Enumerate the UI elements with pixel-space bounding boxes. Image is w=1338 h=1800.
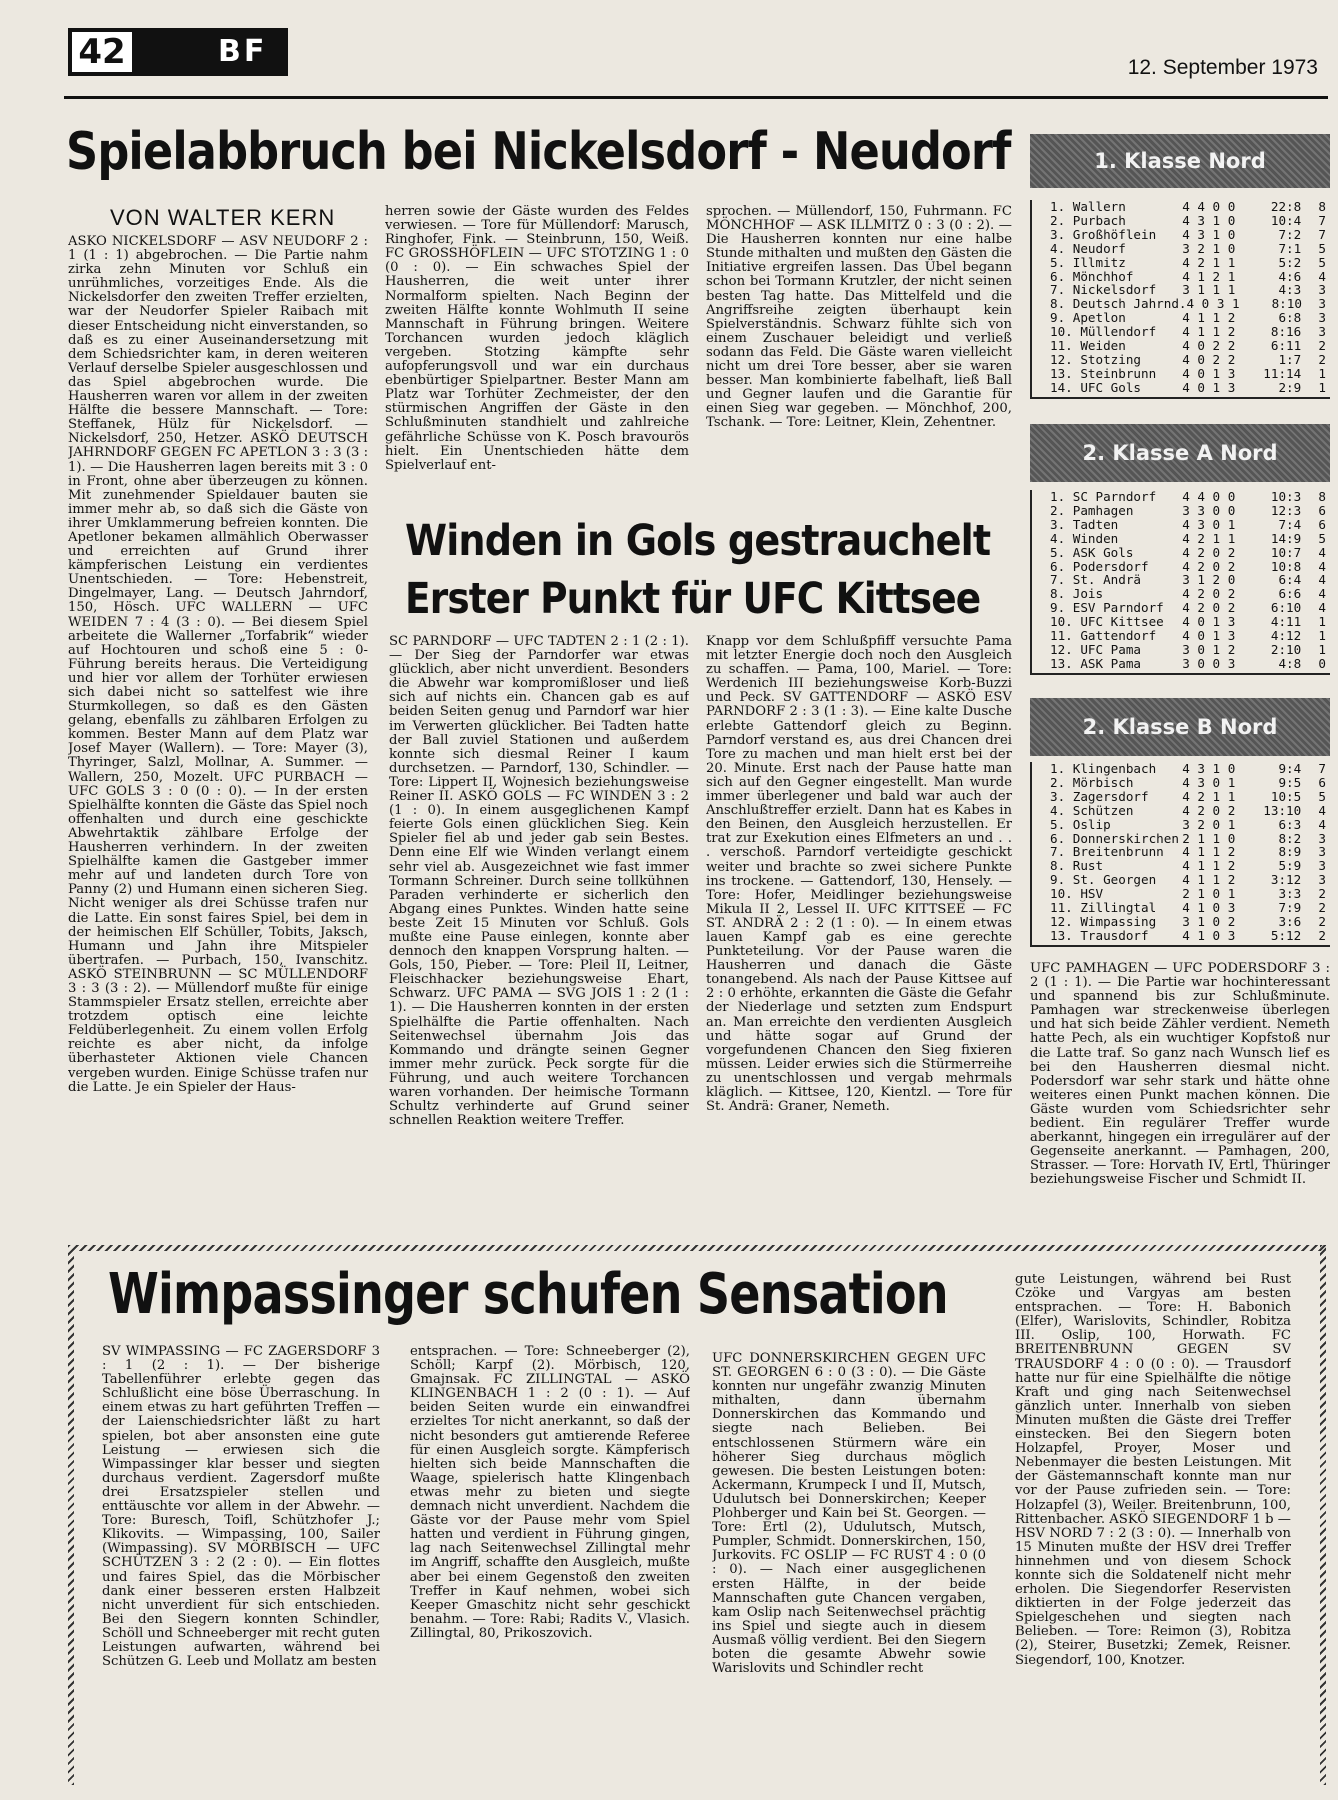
- team-name: 2. Mörbisch: [1050, 774, 1134, 790]
- goal-ratio: 5:2: [1278, 254, 1302, 270]
- table-row: [1050, 901, 1326, 915]
- table-row: [1050, 873, 1326, 887]
- match-stats: 4 1 1 2: [1182, 872, 1236, 888]
- points: 1: [1318, 628, 1327, 644]
- team-name: 8. Jois: [1050, 586, 1104, 602]
- goal-ratio: 3:12: [1270, 872, 1302, 888]
- team-name: 14. UFC Gols: [1050, 379, 1141, 395]
- match-stats: 4 1 0 3: [1182, 900, 1236, 916]
- team-name: 12. UFC Pama: [1050, 641, 1141, 657]
- points: 1: [1318, 641, 1327, 657]
- table-row: [1050, 790, 1326, 804]
- table-row: [1050, 657, 1326, 671]
- table-row: [1050, 504, 1326, 518]
- points: 2: [1318, 927, 1327, 943]
- team-name: 13. Steinbrunn: [1050, 365, 1157, 381]
- table-row: [1050, 804, 1326, 818]
- team-name: 10. UFC Kittsee: [1050, 614, 1164, 630]
- table-row: [1050, 601, 1326, 615]
- story2-text-2: Knapp vor dem Schlußpfiff versuchte Pama mit letzter Energie doch noch den Ausgleich zu schaffen. — Pama, 100, Mariel. — Tore: Werdenich III beziehungsweise Korb-Buzzi und Peck. SV GATTENDORF — ASKÖ ESV PARNDORF 2 : 3 (1 : 3). — Eine kalte Dusche erlebte Gattendorf gleich zu Beginn. Parndorf verstand es, aus drei Chancen drei Tore zu machen und man hielt erst bei der 20. Minute. Erst nach der Pause hatte man sich auf den Gegner eingestellt. Man wurde immer überlegener und bald war auch der Anschlußtreffer erzielt. Dann hat es Kabes in den Beinen, den Ausgleich herzustellen. Er trat zur Exekution eines Elfmeters an und . . . verschoß. Parndorf verteidigte geschickt weiter und brachte so zwei sichere Punkte ins trockene. — Gattendorf, 130, Hensely. — Tore: Hofer, Meidlinger beziehungsweise Mikula II 2, Lessel II. UFC KITTSEE — FC ST. ANDRÄ 2 : 2 (1 : 0). — In einem etwas lauen Kampf gab es eine gerechte Punkteteilung. Vor der Pause waren die Hausherren und danach die Gäste tonangebend. Als nach der Pause Kittsee auf 2 : 0 erhöhte, erkannten die Gäste die Gefahr der Niederlage und setzten zum Endspurt an. Man erreichte den verdienten Ausgleich und hätte sogar auf Grund der vorgefundenen Chancen den Sieg fixieren müssen. Leider erwies sich die Stürmerreihe zu unentschlossen und vergab mehrmals kläglich. — Kittsee, 120, Kientzl. — Tore für St. Andrä: Graner, Nemeth.: [706, 635, 1012, 1115]
- story2-column-2: [706, 635, 1012, 1271]
- table-row: [1050, 573, 1326, 587]
- table-row: [1050, 283, 1326, 297]
- match-stats: 4 2 0 2: [1182, 600, 1236, 616]
- story1-text-1: ASKÖ NICKELSDORF — ASV NEUDORF 2 : 1 (1 : 1) abgebrochen. — Die Partie nahm zirka zehn Minuten vor Schluß ein unrühmliches, vorzeitiges Ende. Als die Nickelsdorfer den zweiten Treffer erzielten, war der Neudorfer Spieler Raibach mit dieser Entscheidung nicht einverstanden, so daß es zu einer Auseinandersetzung mit dem Schiedsrichter kam, in deren weiteren Verlauf derselbe Spieler ausgeschlossen und das Spiel abgebrochen wurde. Die Hausherren waren vor allem in der zweiten Hälfte die bessere Mannschaft. — Tore: Steffanek, Hülz für Nickelsdorf. — Nickelsdorf, 250, Hetzer. ASKÖ DEUTSCH JAHRNDORF GEGEN FC APETLON 3 : 3 (3 : 1). — Die Hausherren lagen bereits mit 3 : 0 in Front, ohne aber überzeugen zu können. Mit zunehmender Spieldauer bauten sie immer mehr ab, so daß sich die Gäste von ihrer Umklammerung befreien konnten. Die Apetloner bekamen allmählich Oberwasser und erreichten auf Grund ihrer kämpferischen Leistung ein verdientes Unentschieden. — Tore: Hebenstreit, Dingelmayer, Lang. — Deutsch Jahrndorf, 150, Hösch. UFC WALLERN — UFC WEIDEN 7 : 4 (3 : 0). — Bei diesem Spiel arbeitete die Wallerner „Torfabrik“ wieder auf Hochtouren und schoß eine 5 : 0-Führung bereits heraus. Die Verteidigung und hier vor allem der Torhüter erwiesen sich dabei nicht so sattelfest wie ihre Sturmkollegen, so daß es den Gästen gelang, ebenfalls zu zählbaren Erfolgen zu kommen. Bester Mann auf dem Platz war Josef Mayer (Wallern). — Tore: Mayer (3), Thyringer, Salzl, Mollnar, A. Summer. — Wallern, 250, Mozelt. UFC PURBACH — UFC GOLS 3 : 0 (0 : 0). — In der ersten Spielhälfte konnten die Gäste das Spiel noch offenhalten und durch eine geschickte Abwehrtaktik zählbare Erfolge der Hausherren verhindern. In der zweiten Spielhälfte kamen die Gastgeber immer mehr auf und landeten durch Tore von Panny (2) und Humann einen sicheren Sieg. Nicht weniger als drei Schüsse trafen nur die Latte. Ein sonst faires Spiel, bei dem in der heimischen Elf Schüller, Tobits, Jaksch, Humann und Jahn ihre Mitspieler übertrafen. — Purbach, 150, Ivanschitz. ASKÖ STEINBRUNN — SC MÜLLENDORF 3 : 3 (3 : 2). — Müllendorf mußte für einige Stammspieler Ersatz stellen, erreichte aber trotzdem optisch eine leichte Feldüberlegenheit. Zu einem vollen Erfolg reichte es aber nicht, da infolge überhasteter Aktionen viele Chancen vergeben wurden. Einige Schüsse trafen nur die Latte. Je ein Spieler der Haus-: [68, 235, 368, 1095]
- table-row: [1050, 929, 1326, 943]
- table-row: [1050, 270, 1326, 284]
- goal-ratio: 8:9: [1278, 844, 1302, 860]
- team-name: 9. St. Georgen: [1050, 872, 1157, 888]
- points: 4: [1318, 586, 1327, 602]
- goal-ratio: 4:11: [1270, 614, 1302, 630]
- table-row: [1050, 560, 1326, 574]
- team-name: 12. Wimpassing: [1050, 913, 1157, 929]
- story1-column-2: [385, 205, 689, 505]
- table-row: [1050, 325, 1326, 339]
- story3-text-1: SV WIMPASSING — FC ZAGERSDORF 3 : 1 (2 : 1). — Der bisherige Tabellenführer erlebte gegen das Schlußlicht eine böse Überraschung. In einem etwas zu hart geführten Treffen — der Laienschiedsrichter läßt zu hart spielen, bot aber ansonsten eine gute Leistung — erwiesen sich die Wimpassinger klar besser und siegten durchaus verdient. Zagersdorf mußte drei Ersatzspieler stellen und enttäuschte vor allem in der Abwehr. — Tore: Buresch, Toifl, Schützhofer J.; Klikovits. — Wimpassing, 100, Sailer (Wimpassing). SV MÖRBISCH — UFC SCHÜTZEN 3 : 2 (2 : 0). — Ein flottes und faires Spiel, das die Mörbischer dank einer besseren ersten Halbzeit nicht unverdient für sich entschieden. Bei den Siegern konnten Schindler, Schöll und Schneeberger mit recht guten Leistungen aufwarten, während bei Schützen G. Leeb und Mollatz am besten: [102, 1345, 380, 1670]
- team-name: 5. Illmitz: [1050, 254, 1126, 270]
- match-stats: 3 1 0 2: [1182, 913, 1236, 929]
- table-row: [1050, 311, 1326, 325]
- box-top-border: [68, 1245, 1326, 1251]
- points: 5: [1318, 788, 1327, 804]
- table-row: [1050, 887, 1326, 901]
- points: 8: [1318, 489, 1327, 504]
- team-name: 5. ASK Gols: [1050, 544, 1134, 560]
- goal-ratio: 4:3: [1278, 282, 1302, 298]
- match-stats: 2 1 0 1: [1182, 886, 1236, 902]
- team-name: 13. Trausdorf: [1050, 927, 1149, 943]
- match-stats: 4 0 2 2: [1182, 338, 1236, 354]
- goal-ratio: 3:3: [1278, 886, 1302, 902]
- points: 3: [1318, 324, 1327, 340]
- story2-headline-line-1: Winden in Gols gestrauchelt: [405, 516, 991, 566]
- match-stats: 3 0 1 2: [1182, 641, 1236, 657]
- issue-date: 12. September 1973: [1127, 56, 1318, 79]
- story3-column-1: [102, 1345, 380, 1775]
- match-stats: 4 0 1 3: [1182, 379, 1236, 395]
- goal-ratio: 2:10: [1270, 641, 1302, 657]
- league-table-1: [1030, 134, 1330, 399]
- points: 7: [1318, 226, 1327, 242]
- goal-ratio: 7:4: [1278, 516, 1302, 532]
- match-stats: 3 2 1 0: [1182, 240, 1236, 256]
- goal-ratio: 6:3: [1278, 816, 1302, 832]
- match-stats: 4 3 0 1: [1182, 774, 1236, 790]
- story1-column-1: [68, 235, 368, 1261]
- table-row: [1050, 242, 1326, 256]
- team-name: 5. Oslip: [1050, 816, 1111, 832]
- match-stats: 4 0 1 3: [1182, 614, 1236, 630]
- points: 3: [1318, 310, 1327, 326]
- points: 8: [1318, 199, 1327, 214]
- table-title: 1. Klasse Nord: [1030, 134, 1330, 188]
- team-name: 1. SC Parndorf: [1050, 489, 1157, 504]
- story2-column-3: [1030, 962, 1330, 1262]
- goal-ratio: 10:7: [1270, 544, 1302, 560]
- match-stats: 4 1 0 3: [1182, 927, 1236, 943]
- points: 2: [1318, 913, 1327, 929]
- points: 5: [1318, 240, 1327, 256]
- goal-ratio: 4:12: [1270, 628, 1302, 644]
- table-row: [1050, 546, 1326, 560]
- league-table-2: [1030, 424, 1330, 675]
- team-name: 2. Pamhagen: [1050, 502, 1134, 518]
- table-row: [1050, 845, 1326, 859]
- match-stats: 4 2 0 2: [1182, 802, 1236, 818]
- table-row: [1050, 518, 1326, 532]
- goal-ratio: 22:8: [1270, 199, 1302, 214]
- team-name: 3. Großhöflein: [1050, 226, 1157, 242]
- table-title: 2. Klasse B Nord: [1030, 698, 1330, 756]
- table-title: 2. Klasse A Nord: [1030, 424, 1330, 482]
- goal-ratio: 6:4: [1278, 572, 1302, 588]
- goal-ratio: 14:9: [1270, 530, 1302, 546]
- story2-text-3: UFC PAMHAGEN — UFC PODERSDORF 3 : 2 (1 : 1). — Die Partie war hochinteressant und spannend bis zur Schlußminute. Pamhagen war streckenweise überlegen und hat sich beide Zähler verdient. Nemeth hatte Pech, als ein wuchtiger Kopfstoß nur die Latte traf. So ganz nach Wunsch lief es bei den Hausherren diesmal nicht. Podersdorf war sehr stark und hätte ohne weiteres einen Punkt machen können. Die Gäste wurden vom Schiedsrichter sehr bedient. Ein regulärer Treffer wurde aberkannt, hingegen ein irregulärer auf der Gegenseite anerkannt. — Pamhagen, 200, Strasser. — Tore: Horvath IV, Ertl, Thüringer beziehungsweise Fischer und Schmidt II.: [1030, 962, 1330, 1188]
- story3-column-3: [712, 1352, 986, 1776]
- points: 2: [1318, 900, 1327, 916]
- goal-ratio: 1:7: [1278, 351, 1302, 367]
- story2-headline-line-2: Erster Punkt für UFC Kittsee: [405, 574, 981, 624]
- table-row: [1050, 915, 1326, 929]
- points: 4: [1318, 268, 1327, 284]
- match-stats: 3 0 0 3: [1182, 655, 1236, 671]
- points: 4: [1318, 572, 1327, 588]
- match-stats: 3 1 2 0: [1182, 572, 1236, 588]
- table-body: [1030, 762, 1330, 947]
- points: 2: [1318, 338, 1327, 354]
- goal-ratio: 7:9: [1278, 900, 1302, 916]
- table-body: [1030, 200, 1330, 399]
- points: 3: [1318, 282, 1327, 298]
- match-stats: 4 2 1 1: [1182, 254, 1236, 270]
- match-stats: 4 4 0 0: [1182, 489, 1236, 504]
- team-name: 2. Purbach: [1050, 212, 1126, 228]
- goal-ratio: 5:12: [1270, 927, 1302, 943]
- goal-ratio: 6:11: [1270, 338, 1302, 354]
- goal-ratio: 6:10: [1270, 600, 1302, 616]
- match-stats: 3 3 0 0: [1182, 502, 1236, 518]
- goal-ratio: 10:8: [1270, 558, 1302, 574]
- points: 4: [1318, 816, 1327, 832]
- page-number: 42: [72, 32, 132, 72]
- team-name: 13. ASK Pama: [1050, 655, 1141, 671]
- team-name: 1. Klingenbach: [1050, 761, 1157, 776]
- goal-ratio: 9:4: [1278, 761, 1302, 776]
- goal-ratio: 10:4: [1270, 212, 1302, 228]
- points: 7: [1318, 761, 1327, 776]
- team-name: 10. Müllendorf: [1050, 324, 1157, 340]
- match-stats: 4 1 1 2: [1182, 324, 1236, 340]
- match-stats: 4 2 0 2: [1182, 544, 1236, 560]
- table-row: [1050, 762, 1326, 776]
- team-name: 4. Neudorf: [1050, 240, 1126, 256]
- story3-text-3: UFC DONNERSKIRCHEN GEGEN UFC ST. GEORGEN 6 : 0 (3 : 0). — Die Gäste konnten nur ungefähr zwanzig Minuten mithalten, dann übernahm Donnerskirchen das Kommando und siegte nach Belieben. Bei entschlossenen Stürmern wäre ein höherer Sieg durchaus möglich gewesen. Die besten Leistungen boten: Ackermann, Krumpeck I und II, Mutsch, Udulutsch bei Donnerskirchen; Keeper Plohberger und Kain bei St. Georgen. — Tore: Ertl (2), Udulutsch, Mutsch, Pumpler, Schmidt. Donnerskirchen, 150, Jurkovits. FC OSLIP — FC RUST 4 : 0 (0 : 0). — Nach einer ausgeglichenen ersten Hälfte, in der beide Mannschaften gute Chancen vergaben, kam Oslip nach Seitenwechsel prächtig ins Spiel und siegte auch in diesem Ausmaß völlig verdient. Bei den Siegern boten die gesamte Abwehr sowie Warislovits und Schindler recht: [712, 1352, 986, 1677]
- league-table-3: [1030, 698, 1330, 947]
- table-row: [1050, 776, 1326, 790]
- points: 3: [1318, 872, 1327, 888]
- points: 4: [1318, 558, 1327, 574]
- story1-headline: Spielabbruch bei Nickelsdorf - Neudorf: [66, 122, 1011, 182]
- match-stats: 3 2 0 1: [1182, 816, 1236, 832]
- team-name: 7. Nickelsdorf: [1050, 282, 1157, 298]
- match-stats: 4 0 1 3: [1182, 365, 1236, 381]
- points: 6: [1318, 774, 1327, 790]
- table-row: [1050, 353, 1326, 367]
- story3-column-2: [410, 1345, 690, 1775]
- story1-text-3: sprochen. — Müllendorf, 150, Fuhrmann. FC MÖNCHHOF — ASK ILLMITZ 0 : 3 (0 : 2). — Die Hausherren konnten nur eine halbe Stunde mithalten und mußten den Gästen die Initiative ergreifen lassen. Das Übel begann schon bei Tormann Krutzler, der nicht seinen besten Tag hatte. Das Mittelfeld und die Angriffsreihe zeigten überhaupt kein Spielverständnis. Schwarz fühlte sich von einem Zuschauer beleidigt und verließ sodann das Feld. Die Gäste waren vielleicht nicht um drei Tore besser, aber sie waren besser. Man kombinierte fabelhaft, ließ Ball und Gegner laufen und die Garantie für einen Sieg war gegeben. — Mönchhof, 200, Tschank. — Tore: Leitner, Klein, Zehentner.: [706, 205, 1012, 431]
- match-stats: 4 2 1 1: [1182, 788, 1236, 804]
- goal-ratio: 10:5: [1270, 788, 1302, 804]
- points: 2: [1318, 351, 1327, 367]
- match-stats: 4 1 1 2: [1182, 310, 1236, 326]
- section-label: BF: [218, 34, 268, 69]
- story3-text-2: entsprachen. — Tore: Schneeberger (2), Schöll; Karpf (2). Mörbisch, 120, Gmajnsak. FC ZILLINGTAL — ASKÖ KLINGENBACH 1 : 2 (0 : 1). — Auf beiden Seiten wurde ein einwandfrei erzieltes Tor nicht anerkannt, so daß der nicht besonders gut amtierende Referee für einen Ausgleich sorgte. Kämpferisch hielten sich beide Mannschaften die Waage, spielerisch hatte Klingenbach etwas mehr zu bieten und siegte demnach nicht unverdient. Nachdem die Gäste vor der Pause mehr vom Spiel hatten und verdient in Führung gingen, lag nach Seitenwechsel Zillingtal mehr im Angriff, schaffte den Ausgleich, mußte aber bei einem Gegenstoß den zweiten Treffer in Kauf nehmen, wobei sich Keeper Gmaschitz nicht sehr geschickt benahm. — Tore: Rabi; Radits V., Vlasich. Zillingtal, 80, Prikoszovich.: [410, 1345, 690, 1641]
- points: 3: [1318, 830, 1327, 846]
- match-stats: 4 1 2 1: [1182, 268, 1236, 284]
- goal-ratio: 13:10: [1263, 802, 1302, 818]
- points: 5: [1318, 530, 1327, 546]
- points: 1: [1318, 614, 1327, 630]
- team-name: 6. Podersdorf: [1050, 558, 1149, 574]
- points: 0: [1318, 655, 1327, 671]
- points: 3: [1318, 296, 1326, 312]
- team-name: 3. Tadten: [1050, 516, 1119, 532]
- table-row: [1050, 532, 1326, 546]
- table-row: [1050, 832, 1326, 846]
- table-row: [1050, 490, 1326, 504]
- goal-ratio: 3:6: [1278, 913, 1302, 929]
- team-name: 1. Wallern: [1050, 199, 1126, 214]
- goal-ratio: 6:6: [1278, 586, 1302, 602]
- points: 6: [1318, 516, 1327, 532]
- goal-ratio: 8:10: [1271, 296, 1302, 312]
- team-name: 7. Breitenbrunn: [1050, 844, 1164, 860]
- points: 4: [1318, 544, 1327, 560]
- points: 5: [1318, 254, 1327, 270]
- table-row: [1050, 818, 1326, 832]
- goal-ratio: 6:8: [1278, 310, 1302, 326]
- story2-column-1: [389, 635, 689, 1271]
- table-row: [1050, 214, 1326, 228]
- story3-headline: Wimpassinger schufen Sensation: [108, 1262, 948, 1327]
- table-row: [1050, 381, 1326, 395]
- points: 7: [1318, 212, 1327, 228]
- goal-ratio: 12:3: [1270, 502, 1302, 518]
- table-row: [1050, 859, 1326, 873]
- goal-ratio: 7:1: [1278, 240, 1302, 256]
- team-name: 9. Apetlon: [1050, 310, 1126, 326]
- match-stats: 4 4 0 0: [1182, 199, 1236, 214]
- team-name: 4. Winden: [1050, 530, 1119, 546]
- team-name: 11. Zillingtal: [1050, 900, 1157, 916]
- goal-ratio: 11:14: [1263, 365, 1302, 381]
- match-stats: 4 2 0 2: [1182, 558, 1236, 574]
- story3-text-4: gute Leistungen, während bei Rust Czöke und Vargyas am besten entsprachen. — Tore: H. Babonich (Elfer), Warislovits, Schindler, Robitza III. Oslip, 100, Horwath. FC BREITENBRUNN GEGEN SV TRAUSDORF 4 : 0 (0 : 0). — Trausdorf hatte nur für eine Spielhälfte die nötige Kraft und ging nach Seitenwechsel gänzlich unter. Innerhalb von sieben Minuten mußten die Gäste drei Treffer einstecken. Bei den Siegern boten Holzapfel, Proyer, Moser und Nebenmayer die besten Leistungen. Mit der Gästemannschaft konnte man nur vor der Pause zufrieden sein. — Tore: Holzapfel (3), Weiler. Breitenbrunn, 100, Rittenbacher. ASKÖ SIEGENDORF 1 b — HSV NORD 7 : 2 (3 : 0). — Innerhalb von 15 Minuten mußte der HSV drei Treffer hinnehmen und von diesem Schock konnte sich die Soldatenelf nicht mehr erholen. Die Siegendorfer Reservisten diktierten in der Folge jederzeit das Spielgeschehen und siegten nach Belieben. — Tore: Reimon (3), Robitza (2), Steirer, Busetzki; Zemek, Reisner. Siegendorf, 100, Knotzer.: [1015, 1273, 1291, 1668]
- match-stats: 4 3 1 0: [1182, 212, 1236, 228]
- team-name: 6. Mönchhof: [1050, 268, 1134, 284]
- table-row: [1050, 256, 1326, 270]
- team-name: 8. Rust: [1050, 858, 1104, 874]
- team-name: 10. HSV: [1050, 886, 1104, 902]
- team-name: 12. Stotzing: [1050, 351, 1141, 367]
- points: 4: [1318, 600, 1327, 616]
- match-stats: 4 3 1 0: [1182, 226, 1236, 242]
- team-name: 7. St. Andrä: [1050, 572, 1141, 588]
- team-name: 4. Schützen: [1050, 802, 1134, 818]
- story3-column-4: [1015, 1273, 1291, 1778]
- story1-text-2: herren sowie der Gäste wurden des Feldes verwiesen. — Tore für Müllendorf: Marusch, Ringhofer, Fink. — Steinbrunn, 150, Weiß. FC GROSSHÖFLEIN — UFC STOTZING 1 : 0 (0 : 0). — Ein schwaches Spiel der Hausherren, die weit unter ihrer Normalform spielten. Nach Beginn der zweiten Hälfte konnte Wohlmuth II seine Mannschaft in Führung bringen. Weitere Torchancen wurden jedoch kläglich vergeben. Stotzing kämpfte sehr aufopferungsvoll und war ein durchaus ebenbürtiger Spielpartner. Bester Mann am Platz war Torhüter Zechmeister, der den stürmischen Angriffen der Gäste in den Schlußminuten standhielt und zahlreiche gefährliche Schüsse von K. Posch bravourös hielt. Ein Unentschieden hätte dem Spielverlauf ent-: [385, 205, 689, 473]
- match-stats: 4 1 1 2: [1182, 844, 1236, 860]
- page-header-bar: [68, 28, 288, 76]
- match-stats: 4 2 1 1: [1182, 530, 1236, 546]
- team-name: 3. Zagersdorf: [1050, 788, 1149, 804]
- points: 4: [1318, 802, 1327, 818]
- table-row: [1050, 643, 1326, 657]
- points: 3: [1318, 858, 1327, 874]
- match-stats: 4 1 1 2: [1182, 858, 1236, 874]
- match-stats: 3 1 1 1: [1182, 282, 1236, 298]
- table-row: [1050, 297, 1326, 311]
- team-name: 6. Donnerskirchen: [1050, 830, 1179, 846]
- team-name: 11. Gattendorf: [1050, 628, 1157, 644]
- goal-ratio: 9:5: [1278, 774, 1302, 790]
- goal-ratio: 8:16: [1270, 324, 1302, 340]
- match-stats: 4 3 1 0: [1182, 761, 1236, 776]
- points: 1: [1318, 379, 1327, 395]
- match-stats: 4 2 0 2: [1182, 586, 1236, 602]
- goal-ratio: 7:2: [1278, 226, 1302, 242]
- points: 2: [1318, 886, 1327, 902]
- match-stats: 4 0 2 2: [1182, 351, 1236, 367]
- team-name: 11. Weiden: [1050, 338, 1126, 354]
- goal-ratio: 4:8: [1278, 655, 1302, 671]
- story1-column-3: [706, 205, 1012, 505]
- match-stats: 4 3 0 1: [1182, 516, 1236, 532]
- story1-byline: VON WALTER KERN: [110, 205, 336, 230]
- story2-text-1: SC PARNDORF — UFC TADTEN 2 : 1 (2 : 1). — Der Sieg der Parndorfer war etwas glücklich, aber nicht unverdient. Besonders die Abwehr war kompromißloser und ließ sich auf nichts ein. Chancen gab es auf beiden Seiten genug und Parndorf war hier im Verwerten glücklicher. Bei Tadten hatte der Ball zuviel Stationen und außerdem konnte sich diesmal Reiner I kaum durchsetzen. — Parndorf, 130, Schindler. — Tore: Lippert II, Wojnesich beziehungsweise Reiner II. ASKÖ GOLS — FC WINDEN 3 : 2 (1 : 0). In einem ausgeglichenen Kampf feierte Gols einen glücklichen Sieg. Kein Spieler fiel ab und jeder gab sein Bestes. Denn eine Elf wie Winden verlangt einem sehr viel ab. Ausgezeichnet wie fast immer Tormann Schreiner. Durch seine tollkühnen Paraden verhinderte er sicherlich den Abgang eines Punktes. Winden hatte seine beste Zeit 15 Minuten vor Schluß. Gols mußte eine Pause einlegen, konnte aber dennoch den knappen Vorsprung halten. — Gols, 150, Pieber. — Tore: Pleil II, Leitner, Fleischhacker beziehungsweise Ehart, Schwarz. UFC PAMA — SVG JOIS 1 : 2 (1 : 1). — Die Hausherren konnten in der ersten Spielhälfte die Partie offenhalten. Nach Seitenwechsel übernahm Jois das Kommando und drängte seinen Gegner immer mehr zurück. Peck sorgte für die Führung, und auch weitere Torchancen waren vorhanden. Der heimische Tormann Schultz verhinderte auf Grund seiner schnellen Reaktion weitere Treffer.: [389, 635, 689, 1129]
- table-row: [1050, 587, 1326, 601]
- match-stats: 4 0 3 1: [1186, 296, 1240, 312]
- table-row: [1050, 339, 1326, 353]
- header-rule: [64, 96, 1328, 99]
- team-name: 9. ESV Parndorf: [1050, 600, 1164, 616]
- goal-ratio: 8:2: [1278, 830, 1302, 846]
- box-left-border: [68, 1245, 74, 1785]
- points: 3: [1318, 844, 1327, 860]
- table-row: [1050, 200, 1326, 214]
- table-row: [1050, 629, 1326, 643]
- goal-ratio: 5:9: [1278, 858, 1302, 874]
- box-right-border: [1320, 1245, 1326, 1785]
- goal-ratio: 4:6: [1278, 268, 1302, 284]
- points: 6: [1318, 502, 1327, 518]
- goal-ratio: 10:3: [1270, 489, 1302, 504]
- match-stats: 2 1 1 0: [1182, 830, 1236, 846]
- goal-ratio: 2:9: [1278, 379, 1302, 395]
- points: 1: [1318, 365, 1327, 381]
- table-row: [1050, 615, 1326, 629]
- match-stats: 4 0 1 3: [1182, 628, 1236, 644]
- team-name: 8. Deutsch Jahrnd.: [1050, 296, 1187, 312]
- table-body: [1030, 490, 1330, 675]
- table-row: [1050, 228, 1326, 242]
- table-row: [1050, 367, 1326, 381]
